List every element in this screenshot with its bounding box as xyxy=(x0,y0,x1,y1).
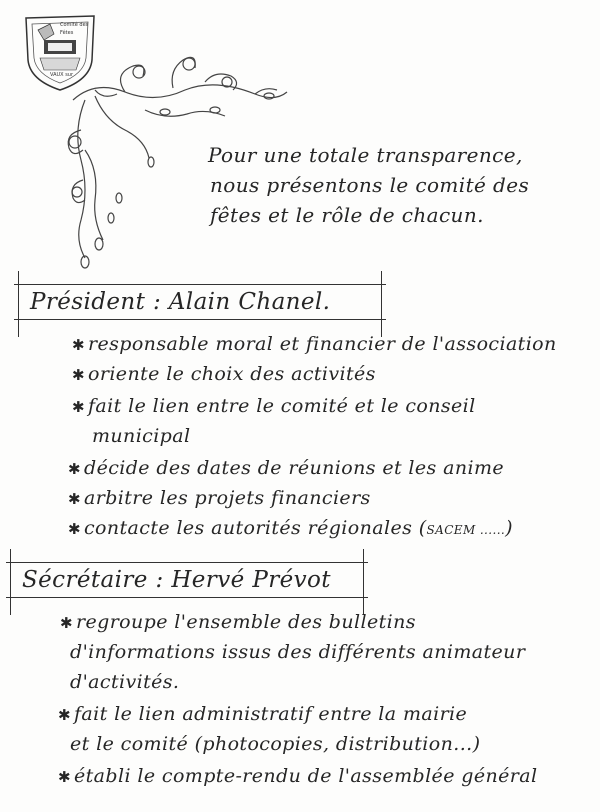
crest-line-3: VAUX sur xyxy=(50,72,74,78)
bullet-star-icon: ✱ xyxy=(68,520,81,538)
bullet-star-icon: ✱ xyxy=(68,460,81,478)
president-title: Président : Alain Chanel. xyxy=(30,289,331,315)
crest-line-2: Fêtes xyxy=(60,30,74,36)
intro-line-3: fêtes et le rôle de chacun. xyxy=(210,203,484,227)
president-bullet: ✱ décide des dates de réunions et les anime xyxy=(68,457,505,479)
secretaire-bullet-continuation: d'activités. xyxy=(70,671,180,693)
president-bullet: ✱ oriente le choix des activités xyxy=(72,363,376,385)
bullet-star-icon: ✱ xyxy=(68,490,81,508)
crest-line-1: Comité des xyxy=(60,22,89,28)
secretaire-bullet-continuation: d'informations issus des différents animateur xyxy=(70,641,526,663)
bullet-star-icon: ✱ xyxy=(58,768,71,786)
bullet-star-icon: ✱ xyxy=(58,706,71,724)
bullet-star-icon: ✱ xyxy=(72,366,85,384)
intro-line-2: nous présentons le comité des xyxy=(210,173,530,197)
intro-line-1: Pour une totale transparence, xyxy=(208,143,523,167)
secretaire-bullet: ✱ regroupe l'ensemble des bulletins xyxy=(60,611,416,633)
president-bullet: ✱ fait le lien entre le comité et le conseil xyxy=(72,395,476,417)
bullet-star-icon: ✱ xyxy=(72,398,85,416)
secretaire-bullet: ✱ fait le lien administratif entre la mairie xyxy=(58,703,468,725)
intro-paragraph xyxy=(208,140,529,230)
president-bullet: ✱ responsable moral et financier de l'association xyxy=(72,333,557,355)
president-bullet: ✱ contacte les autorités régionales (SACEM ......) xyxy=(68,517,513,539)
sacem-note: SACEM ...... xyxy=(426,523,506,537)
secretaire-title-frame xyxy=(6,562,368,598)
bullet-star-icon: ✱ xyxy=(72,336,85,354)
secretaire-title: Sécrétaire : Hervé Prévot xyxy=(22,567,331,593)
president-bullet-continuation: municipal xyxy=(92,425,191,447)
president-title-frame xyxy=(14,284,386,320)
president-bullet: ✱ arbitre les projets financiers xyxy=(68,487,371,509)
secretaire-bullet: ✱ établi le compte-rendu de l'assemblée général xyxy=(58,765,538,787)
secretaire-bullet-continuation: et le comité (photocopies, distribution...) xyxy=(70,733,481,755)
bullet-star-icon: ✱ xyxy=(60,614,73,632)
